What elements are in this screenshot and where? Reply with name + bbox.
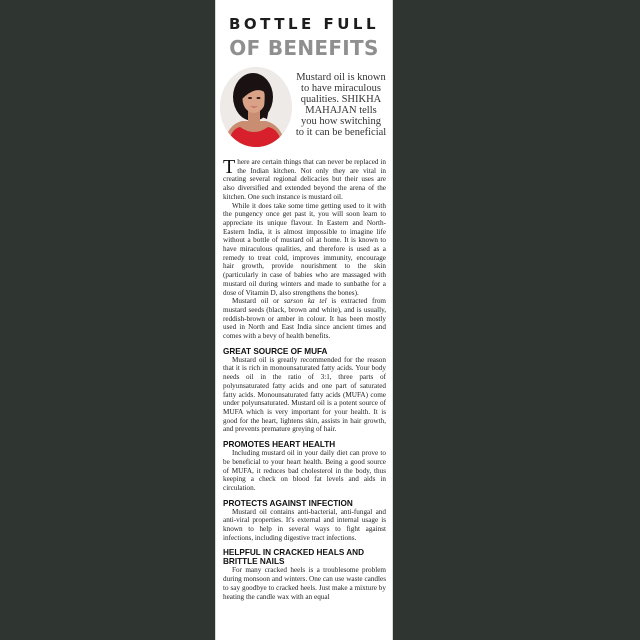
intro-line: you how switching (301, 116, 381, 127)
article-body (223, 158, 386, 601)
intro-line: to it can be beneficial (295, 127, 387, 138)
headline-line-2: OF BENEFITS (229, 36, 379, 60)
section-paragraph: For many cracked heels is a troublesome problem during monsoon and winters. One can use waste candles to say goodbye to cracked heels. Just make a mixture by heating the candle wax with an equal (223, 566, 386, 601)
intro-standfirst (292, 72, 390, 138)
intro-line: to have miraculous (301, 83, 381, 94)
author-photo (220, 67, 292, 147)
paragraph-text: here are certain things that can never be replaced in the Indian kitchen. Not only they are vital in creating several regional delicacies but their uses are also diversified and extended beyond the arena of the kitchen. One such instance is mustard oil. (223, 158, 386, 201)
intro-line: Mustard oil is known (296, 72, 386, 83)
body-paragraph (223, 158, 386, 202)
paragraph-text: Mustard oil or (232, 297, 284, 306)
section-paragraph: Mustard oil is greatly recommended for the reason that it is rich in monounsaturated fatty acids. Your body needs oil in the ratio of 3:1, three parts of polyunsaturated fatty acids and one part of saturated fatty acids. Monounsaturated fatty acids (MUFA) come under polyunsaturated. Mustard oil is a potent source of MUFA which is very important for your health. It is good for the heart, lightens skin, assists in hair growth, and prevents premature greying of hair. (223, 355, 386, 434)
headline-line-1: BOTTLE FULL (228, 15, 380, 33)
body-paragraph: While it does take some time getting used to it with the pungency once get past it, you will soon learn to appreciate its unique flavour. In Eastern and North-Eastern India, it is almost impossible to imagine life without a bottle of mustard oil at home. It is known to have miraculous qualities, and therefore is used as a remedy to treat cold, improves immunity, encourage hair growth, provide nourishment to the skin (particularly in case of babies who are massaged with mustard oil during winters and made to sunbathe for a dose of Vitamin D, also strengthens the bones). (223, 201, 386, 297)
section-heading: PROTECTS AGAINST INFECTION (223, 498, 353, 508)
newspaper-column (216, 0, 392, 640)
body-paragraph (223, 297, 386, 341)
author-portrait-image (220, 67, 292, 147)
section-heading: HELPFUL IN CRACKED HEALS AND BRITTLE NAILS (223, 548, 365, 567)
paragraph-text: is extracted from mustard seeds (black, brown and white), and is usually, reddish-brown or amber in colour. It has been mostly used in North and East India since ancient times and comes with a bevy of health benefits. (223, 297, 387, 341)
intro-line: qualities. SHIKHA (300, 94, 382, 105)
section-heading: PROMOTES HEART HEALTH (223, 440, 336, 450)
italic-term: sarson ka tel (283, 297, 327, 306)
drop-cap: T (223, 156, 236, 178)
section-paragraph: Mustard oil contains anti-bacterial, anti-fungal and anti-viral properties. It's external and internal usage is known to help in several ways to fight against infections, including digestive tract infections. (223, 507, 386, 542)
section-paragraph: Including mustard oil in your daily diet can prove to be beneficial to your heart health. Being a good source of MUFA, it reduces bad cholesterol in the body, thus keeping a check on blood fat levels and aids in circulation. (223, 449, 386, 492)
section-heading: GREAT SOURCE OF MUFA (223, 346, 328, 356)
intro-line: MAHAJAN tells (305, 105, 377, 116)
